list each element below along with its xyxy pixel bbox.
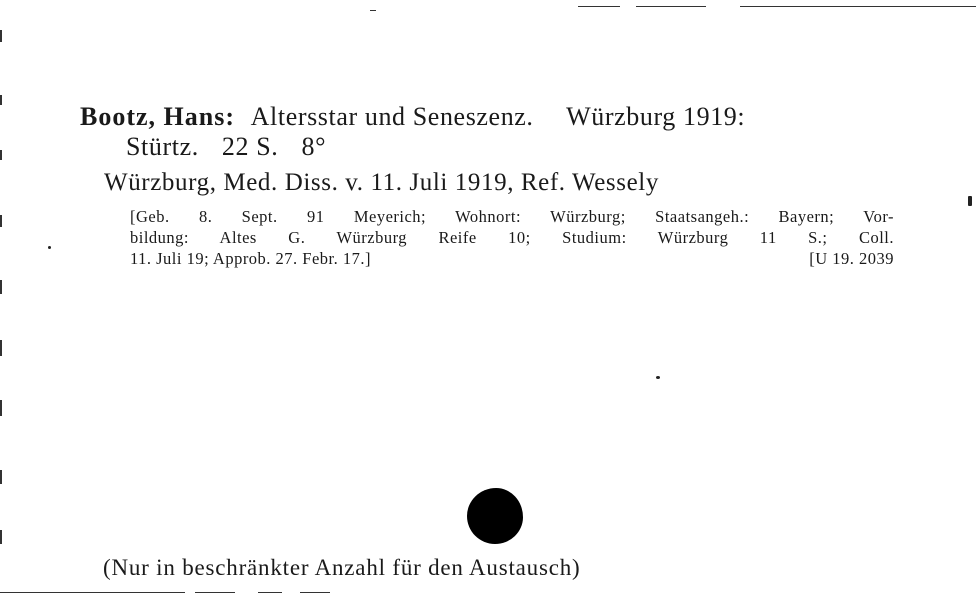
title-line <box>80 102 900 132</box>
bio-line: 11. Juli 19; Approb. 27. Febr. 17.] <box>130 249 372 268</box>
biographical-note <box>130 206 894 269</box>
punch-hole <box>467 488 523 544</box>
page-count: 22 S. <box>221 132 279 161</box>
bio-last-line <box>130 248 894 269</box>
bibliographic-entry <box>80 102 900 269</box>
scan-edge-left <box>0 215 2 227</box>
scan-edge-left <box>0 340 2 356</box>
scan-edge-left <box>0 95 2 105</box>
bio-line: [Geb. 8. Sept. 91 Meyerich; Wohnort: Würzburg; Staatsangeh.: Bayern; Vor- <box>130 207 894 226</box>
imprint-line <box>80 132 900 162</box>
scan-edge-left <box>0 470 2 484</box>
scan-edge-bottom <box>300 592 330 594</box>
bio-line: bildung: Altes G. Würzburg Reife 10; Studium: Würzburg 11 S.; Coll. <box>130 228 894 247</box>
scan-edge-left <box>0 280 2 294</box>
work-title: Altersstar und Seneszenz. <box>250 102 534 131</box>
author-name: Bootz, Hans: <box>80 102 235 131</box>
exchange-note: (Nur in beschränkter Anzahl für den Austausch) <box>103 555 581 580</box>
catalog-number: [U 19. 2039 <box>809 249 894 268</box>
scan-edge-bottom <box>0 592 185 594</box>
scan-edge-bottom <box>258 592 282 594</box>
scan-edge-left <box>0 150 2 160</box>
book-format: 8° <box>301 132 327 161</box>
scan-edge-left <box>0 30 2 42</box>
scan-edge-top <box>578 6 620 7</box>
publisher: Stürtz. <box>126 132 199 161</box>
scan-edge-left <box>0 400 2 416</box>
place-year: Würzburg 1919: <box>566 102 746 131</box>
scan-edge-top <box>636 6 706 7</box>
scan-edge-left <box>0 530 2 544</box>
scan-edge-bottom <box>195 592 235 594</box>
scan-edge-top <box>740 6 976 7</box>
scan-edge-top <box>370 10 376 11</box>
dissertation-line: Würzburg, Med. Diss. v. 11. Juli 1919, Ref. Wessely <box>104 169 659 196</box>
